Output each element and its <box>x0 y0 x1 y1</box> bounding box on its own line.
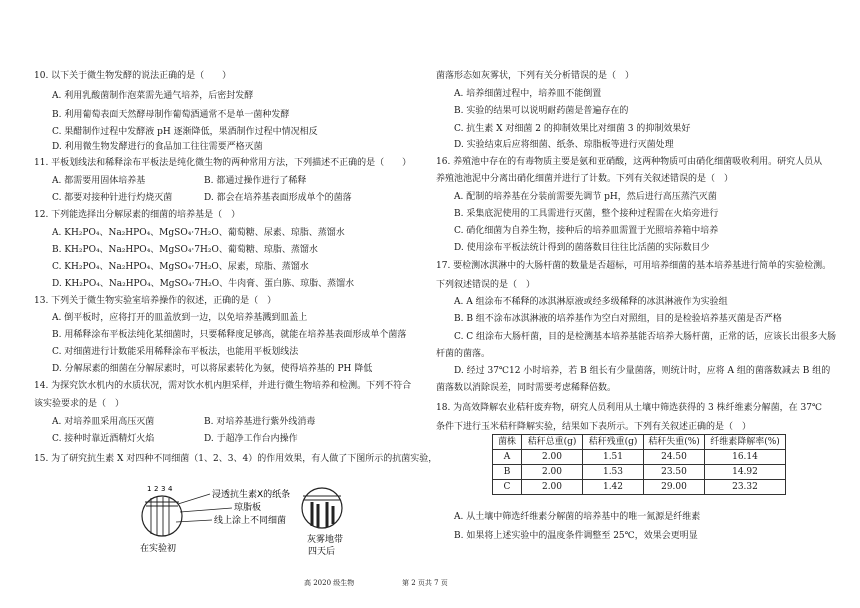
q17-option-a: A. A 组涂布不稀释的冰淇淋原液或经多级稀释的冰淇淋液作为实验组 <box>454 297 728 307</box>
q17-stem-line1: 17. 要检测冰淇淋中的大肠杆菌的数量是否超标，可用培养细菌的基本培养基进行简单的实验检测。 <box>436 261 832 271</box>
pointer-line-paper <box>178 494 210 504</box>
table-header: 秸秆失重(%) <box>644 435 705 450</box>
q17-option-c-line1: C. C 组涂布大肠杆菌，目的是检测基本培养基能否培养大肠杆菌，正常的话，应该长出很多大肠 <box>454 332 837 342</box>
q15-stem: 15. 为了研究抗生素 X 对四种不同细菌（1、2、3、4）的作用效果，有人做了下图所示的抗菌实验， <box>34 454 438 464</box>
table-cell: C <box>493 480 522 495</box>
q14-option-b: B. 对培养基进行紫外线消毒 <box>204 417 316 427</box>
q12-option-a: A. KH₂PO₄、Na₂HPO₄、MgSO₄·7H₂O、葡萄糖、尿素、琼脂、蒸馏水 <box>52 228 345 238</box>
table-header-row <box>493 435 786 450</box>
q16-option-b: B. 采集底泥使用的工具需进行灭菌，整个接种过程需在火焰旁进行 <box>454 209 719 219</box>
fig-label-paper: 浸透抗生素X的纸条 <box>212 490 291 500</box>
q12-option-c: C. KH₂PO₄、Na₂HPO₄、MgSO₄·7H₂O、尿素，琼脂、蒸馏水 <box>52 262 309 272</box>
fig-number-2: 2 <box>154 485 159 493</box>
table-cell: 1.51 <box>583 450 644 465</box>
q11-option-b: B. 都通过操作进行了稀释 <box>204 176 307 186</box>
q11-stem: 11. 平板划线法和稀释涂布平板法是纯化微生物的两种常用方法，下列描述不正确的是（ ） <box>34 158 412 168</box>
q14-option-d: D. 于超净工作台内操作 <box>204 434 298 444</box>
q17-option-b: B. B 组不涂布冰淇淋液的培养基作为空白对照组，目的是检验培养基灭菌是否严格 <box>454 314 782 324</box>
table-cell: 23.32 <box>705 480 786 495</box>
fig-number-1: 1 <box>147 485 152 493</box>
q12-option-b: B. KH₂PO₄、Na₂HPO₄、MgSO₄·7H₂O、葡萄糖、琼脂、蒸馏水 <box>52 245 318 255</box>
q12-option-d: D. KH₂PO₄、Na₂HPO₄、MgSO₄·7H₂O、牛肉膏、蛋白胨、琼脂、蒸馏水 <box>52 279 355 289</box>
q14-stem-line2: 该实验要求的是（ ） <box>34 399 125 409</box>
fig-label-after2: 四天后 <box>308 547 336 557</box>
q18-option-a: A. 从土壤中筛选纤维素分解菌的培养基中的唯一氮源是纤维素 <box>454 512 701 522</box>
q17-option-d-line2: 菌落数以消除误差，同时需要考虑稀释倍数。 <box>436 383 617 393</box>
table-cell: 2.00 <box>522 465 583 480</box>
table-cell: 1.42 <box>583 480 644 495</box>
q16-option-a: A. 配制的培养基在分装前需要先调节 pH，然后进行高压蒸汽灭菌 <box>454 192 717 202</box>
table-header: 秸秆总重(g) <box>522 435 583 450</box>
q13-stem: 13. 下列关于微生物实验室培养操作的叙述，正确的是（ ） <box>34 296 277 306</box>
q10-option-d: D. 利用微生物发酵进行的食品加工往往需要严格灭菌 <box>52 142 263 152</box>
fig-label-after1: 灰雾地带 <box>307 535 344 545</box>
q11-option-d: D. 都会在培养基表面形成单个的菌落 <box>204 193 352 203</box>
q13-option-c: C. 对细菌进行计数能采用稀释涂布平板法，也能用平板划线法 <box>52 347 299 357</box>
q16-option-c: C. 硝化细菌为自养生物，接种后的培养皿需置于光照培养箱中培养 <box>454 226 719 236</box>
table-cell: 14.92 <box>705 465 786 480</box>
q17-stem-line2: 下列叙述错误的是（ ） <box>436 280 536 290</box>
q14-option-c: C. 接种时靠近酒精灯火焰 <box>52 434 155 444</box>
fig-number-3: 3 <box>161 485 166 493</box>
table-row <box>493 465 786 480</box>
q10-option-c: C. 果醋制作过程中发酵液 pH 逐渐降低，果酒制作过程中情况相反 <box>52 127 318 137</box>
initial-plate <box>142 496 182 536</box>
table-cell: 29.00 <box>644 480 705 495</box>
q16-stem-line2: 养殖池池泥中分离出硝化细菌并进行了计数。下列有关叙述错误的是（ ） <box>436 174 734 184</box>
table-cell: 16.14 <box>705 450 786 465</box>
footer-page-number: 第 2 页共 7 页 <box>402 579 448 587</box>
q11-option-a: A. 都需要用固体培养基 <box>52 176 146 186</box>
antibacterial-experiment-figure <box>140 478 350 558</box>
q17-option-c-line2: 杆菌的菌落。 <box>436 349 491 359</box>
table-header: 纤维素降解率(%) <box>705 435 786 450</box>
q18-stem-line2: 条件下进行玉米秸秆降解实验，结果如下表所示。下列有关叙述正确的是（ ） <box>436 422 752 432</box>
q16-option-d: D. 使用涂布平板法统计得到的菌落数目往往比活菌的实际数目少 <box>454 243 710 253</box>
q15-option-d: D. 实验结束后应将细菌、纸条、琼脂板等进行灭菌处理 <box>454 140 674 150</box>
q12-stem: 12. 下列能选择出分解尿素的细菌的培养基是（ ） <box>34 210 241 220</box>
fig-number-4: 4 <box>168 485 173 493</box>
fig-label-initial: 在实验初 <box>140 544 177 554</box>
table-row <box>493 450 786 465</box>
q16-stem-line1: 16. 养殖池中存在的有毒物质主要是氨和亚硝酸，这两种物质可由硝化细菌吸收利用。研究人员从 <box>436 157 823 167</box>
q15-stem-cont: 菌落形态如灰雾状，下列有关分析错误的是（ ） <box>436 71 635 81</box>
q14-stem-line1: 14. 为探究饮水机内的水质状况，需对饮水机内胆采样，并进行微生物培养和检测。下列不符合 <box>34 381 412 391</box>
q11-option-c: C. 都要对接种针进行灼烧灭菌 <box>52 193 173 203</box>
q17-option-d-line1: D. 经过 37℃12 小时培养，若 B 组长有少量菌落，则统计时，应将 A 组的菌落数减去 B 组的 <box>454 366 831 376</box>
q18-option-b: B. 如果将上述实验中的温度条件调整至 25℃，效果会更明显 <box>454 531 698 541</box>
q15-option-b: B. 实验的结果可以说明耐药菌是普遍存在的 <box>454 106 629 116</box>
table-header: 秸秆残重(g) <box>583 435 644 450</box>
pointer-line-agar <box>180 508 232 512</box>
q18-stem-line1: 18. 为高效降解农业秸秆废弃物，研究人员利用从土壤中筛选获得的 3 株纤维素分解菌，在 37℃ <box>436 403 823 413</box>
table-cell: 2.00 <box>522 480 583 495</box>
footer-subject: 高 2020 级生物 <box>304 579 355 587</box>
table-header: 菌株 <box>493 435 522 450</box>
q13-option-a: A. 倒平板时，应将打开的皿盖放到一边，以免培养基溅到皿盖上 <box>52 313 308 323</box>
q15-option-c: C. 抗生素 X 对细菌 2 的抑制效果比对细菌 3 的抑制效果好 <box>454 124 691 134</box>
table-cell: B <box>493 465 522 480</box>
q18-result-table <box>492 434 786 495</box>
after-plate <box>302 488 342 528</box>
table-cell: 2.00 <box>522 450 583 465</box>
q10-stem: 10. 以下关于微生物发酵的说法正确的是（ ） <box>34 71 232 81</box>
table-row <box>493 480 786 495</box>
fig-label-line: 线上涂上不同细菌 <box>214 516 287 526</box>
table-cell: 23.50 <box>644 465 705 480</box>
q10-option-b: B. 利用葡萄表面天然酵母制作葡萄酒通常不是单一菌种发酵 <box>52 110 290 120</box>
q13-option-d: D. 分解尿素的细菌在分解尿素时，可以将尿素转化为氨，使得培养基的 PH 降低 <box>52 364 373 374</box>
q10-option-a: A. 利用乳酸菌制作泡菜需先通气培养，后密封发酵 <box>52 91 254 101</box>
q15-option-a: A. 培养细菌过程中，培养皿不能倒置 <box>454 89 602 99</box>
q13-option-b: B. 用稀释涂布平板法纯化某细菌时，只要稀释度足够高，就能在培养基表面形成单个菌落 <box>52 330 407 340</box>
table-cell: A <box>493 450 522 465</box>
fig-label-agar: 琼脂板 <box>234 503 262 513</box>
q14-option-a: A. 对培养皿采用高压灭菌 <box>52 417 155 427</box>
table-cell: 24.50 <box>644 450 705 465</box>
table-cell: 1.53 <box>583 465 644 480</box>
